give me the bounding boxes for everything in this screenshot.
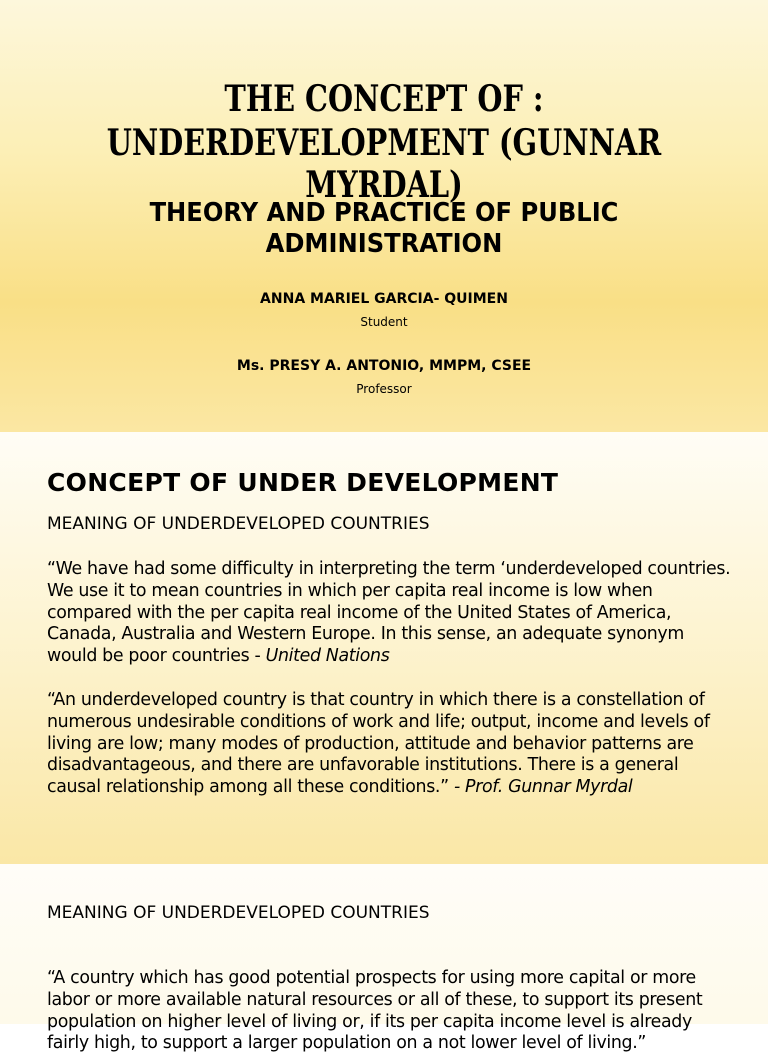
student-role: Student — [360, 315, 408, 329]
slide-title-line-1: THE CONCEPT OF : — [224, 78, 544, 120]
slide-heading: CONCEPT OF UNDER DEVELOPMENT — [47, 468, 559, 497]
quote-paragraph-myrdal — [47, 690, 737, 799]
concept-slide — [0, 432, 768, 864]
quote-text: “An underdeveloped country is that country in which there is a constellation of numerous undesirable conditions of work and life; output, income and levels of living are low; many modes of production, attitude and behavior patterns are disadvantageous, and there are unfavorable institutions. There is a general causal relationship among all these conditions.” — [47, 690, 710, 798]
slide-subtitle-line-2: ADMINISTRATION — [265, 229, 503, 259]
meaning-label: MEANING OF UNDERDEVELOPED COUNTRIES — [47, 514, 430, 534]
slide-subtitle-line-1: THEORY AND PRACTICE OF PUBLIC — [149, 198, 619, 228]
quote-source: - Prof. Gunnar Myrdal — [453, 777, 633, 798]
student-name: ANNA MARIEL GARCIA- QUIMEN — [260, 291, 508, 307]
quote-paragraph-un — [47, 559, 737, 668]
professor-name: Ms. PRESY A. ANTONIO, MMPM, CSEE — [236, 358, 532, 374]
meaning-slide — [0, 864, 768, 1054]
slide-title-line-2: UNDERDEVELOPMENT (GUNNAR MYRDAL) — [106, 122, 662, 206]
title-slide — [0, 0, 768, 432]
quote-paragraph: “A country which has good potential prospects for using more capital or more labor or more available natural resources or all of these, to support its present population on higher level of living or, if its per capita income level is already fairly high, to support a larger population on a not lower level of living.” — [47, 968, 703, 1054]
quote-text: “We have had some difficulty in interpreting the term ‘underdeveloped countries. We use it to mean countries in which per capita real income is low when compared with the per capita real income of the United States of America, Canada, Australia and Western Europe. In this sense, an adequate synonym would be poor countries - — [47, 559, 731, 667]
professor-role: Professor — [356, 382, 412, 396]
meaning-label: MEANING OF UNDERDEVELOPED COUNTRIES — [47, 903, 430, 923]
quote-source: United Nations — [265, 646, 390, 667]
